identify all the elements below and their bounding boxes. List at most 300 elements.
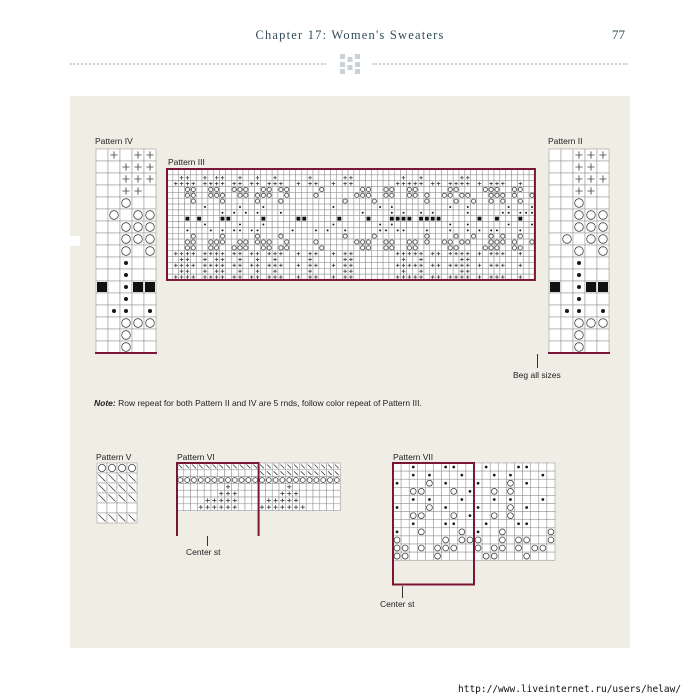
- chart-cell: [225, 497, 232, 504]
- chart-cell: [494, 210, 500, 216]
- beg-all-sizes-label: Beg all sizes: [513, 370, 561, 380]
- chart-cell: [425, 552, 433, 560]
- chart-cell: [506, 233, 512, 239]
- chart-cell: [238, 463, 245, 470]
- chart-cell: [506, 239, 512, 245]
- chart-cell: [531, 528, 539, 536]
- chart-cell: [179, 268, 185, 274]
- chart-cell: [313, 497, 320, 504]
- chart-cell: [466, 504, 474, 512]
- chart-cell: [424, 257, 430, 263]
- chart-cell: [336, 216, 342, 222]
- chart-cell: [447, 216, 453, 222]
- chart-cell: [430, 239, 436, 245]
- chart-cell: [307, 268, 313, 274]
- chart-cell: [523, 495, 531, 503]
- chart-cell: [243, 227, 249, 233]
- chart-cell: [173, 175, 179, 181]
- chart-cell: [498, 520, 506, 528]
- filled-symbol: [261, 217, 265, 221]
- chart-cell: [393, 552, 401, 560]
- chart-cell: [336, 192, 342, 198]
- chart-cell: [260, 257, 266, 263]
- chart-cell: [249, 175, 255, 181]
- chart-cell: [144, 257, 156, 269]
- chart-cell: [307, 181, 313, 187]
- chart-cell: [406, 175, 412, 181]
- chart-cell: [231, 497, 238, 504]
- chart-cell: [185, 245, 191, 251]
- chart-cell: [196, 198, 202, 204]
- chart-cell: [185, 181, 191, 187]
- chart-cell: [401, 233, 407, 239]
- chart-cell: [401, 471, 409, 479]
- chart-cell: [278, 222, 284, 228]
- chart-cell: [225, 483, 232, 490]
- chart-cell: [465, 204, 471, 210]
- chart-cell: [482, 181, 488, 187]
- chart-cell: [220, 187, 226, 193]
- chart-cell: [482, 257, 488, 263]
- chart-cell: [458, 520, 466, 528]
- chart-cell: [127, 483, 137, 493]
- chart-cell: [585, 149, 597, 161]
- chart-cell: [211, 470, 218, 477]
- chart-cell: [179, 198, 185, 204]
- chart-cell: [506, 552, 514, 560]
- chart-cell: [506, 262, 512, 268]
- chart-cell: [107, 483, 117, 493]
- chart-cell: [523, 520, 531, 528]
- chart-cell: [453, 227, 459, 233]
- chart-cell: [354, 239, 360, 245]
- chart-cell: [272, 251, 278, 257]
- chart-cell: [436, 268, 442, 274]
- chart-cell: [585, 209, 597, 221]
- chart-cell: [197, 470, 204, 477]
- chart-cell: [482, 216, 488, 222]
- chart-cell: [179, 204, 185, 210]
- chart-cell: [342, 239, 348, 245]
- chart-cell: [190, 204, 196, 210]
- chart-cell: [494, 192, 500, 198]
- chart-cell: [506, 487, 514, 495]
- dot-symbol: [469, 514, 472, 517]
- chart-cell: [406, 245, 412, 251]
- chart-cell: [450, 495, 458, 503]
- chart-cell: [295, 222, 301, 228]
- chart-cell: [377, 204, 383, 210]
- dot-symbol: [469, 490, 472, 493]
- chart-cell: [120, 149, 132, 161]
- chart-cell: [471, 233, 477, 239]
- chart-cell: [434, 463, 442, 471]
- chart-cell: [539, 479, 547, 487]
- chart-cell: [477, 257, 483, 263]
- chart-cell: [293, 477, 300, 484]
- chart-cell: [488, 262, 494, 268]
- chart-cell: [424, 175, 430, 181]
- chart-cell: [366, 204, 372, 210]
- chart-cell: [465, 257, 471, 263]
- pattern-iv-label: Pattern IV: [95, 136, 133, 146]
- chart-cell: [266, 198, 272, 204]
- chart-cell: [409, 463, 417, 471]
- filled-symbol: [226, 217, 230, 221]
- chart-cell: [465, 251, 471, 257]
- chart-cell: [465, 233, 471, 239]
- chart-cell: [389, 181, 395, 187]
- chart-cell: [144, 341, 156, 353]
- chart-cell: [196, 262, 202, 268]
- chart-cell: [573, 257, 585, 269]
- chart-cell: [453, 233, 459, 239]
- chart-cell: [417, 512, 425, 520]
- chart-cell: [360, 222, 366, 228]
- chart-cell: [412, 181, 418, 187]
- chart-cell: [184, 497, 191, 504]
- filled-symbol: [390, 217, 394, 221]
- chart-cell: [237, 216, 243, 222]
- filled-symbol: [419, 217, 423, 221]
- chart-cell: [354, 216, 360, 222]
- chart-cell: [547, 552, 555, 560]
- chart-cell: [325, 216, 331, 222]
- chart-cell: [442, 512, 450, 520]
- chart-cell: [425, 479, 433, 487]
- filled-symbol: [302, 217, 306, 221]
- chart-cell: [108, 257, 120, 269]
- chart-cell: [434, 520, 442, 528]
- chart-cell: [409, 536, 417, 544]
- chart-cell: [307, 204, 313, 210]
- chart-cell: [474, 487, 482, 495]
- chart-cell: [272, 262, 278, 268]
- dot-symbol: [508, 223, 510, 225]
- chart-cell: [214, 262, 220, 268]
- chart-cell: [418, 187, 424, 193]
- chart-cell: [417, 544, 425, 552]
- dot-symbol: [541, 498, 544, 501]
- chart-cell: [547, 528, 555, 536]
- chart-cell: [266, 210, 272, 216]
- chart-cell: [107, 503, 117, 513]
- chart-cell: [301, 204, 307, 210]
- chart-cell: [336, 233, 342, 239]
- chart-cell: [366, 192, 372, 198]
- chart-cell: [301, 175, 307, 181]
- chart-cell: [488, 187, 494, 193]
- chart-cell: [96, 341, 108, 353]
- chart-cell: [412, 262, 418, 268]
- chart-cell: [442, 504, 450, 512]
- chart-cell: [401, 204, 407, 210]
- chart-cell: [573, 269, 585, 281]
- chart-cell: [523, 552, 531, 560]
- chart-cell: [389, 239, 395, 245]
- chart-cell: [179, 210, 185, 216]
- chart-cell: [307, 187, 313, 193]
- chart-cell: [260, 268, 266, 274]
- chart-cell: [459, 245, 465, 251]
- chart-cell: [360, 210, 366, 216]
- chart-cell: [395, 251, 401, 257]
- chart-cell: [425, 544, 433, 552]
- chart-cell: [412, 204, 418, 210]
- chart-cell: [506, 227, 512, 233]
- chart-cell: [531, 495, 539, 503]
- filled-symbol: [367, 217, 371, 221]
- chart-cell: [179, 181, 185, 187]
- chart-cell: [173, 222, 179, 228]
- chart-cell: [389, 198, 395, 204]
- chart-cell: [498, 487, 506, 495]
- chart-cell: [561, 233, 573, 245]
- chart-cell: [144, 293, 156, 305]
- chart-cell: [190, 245, 196, 251]
- dot-symbol: [233, 229, 235, 231]
- chart-cell: [202, 251, 208, 257]
- dot-symbol: [385, 229, 387, 231]
- chart-cell: [173, 204, 179, 210]
- chart-cell: [320, 483, 327, 490]
- chart-cell: [474, 495, 482, 503]
- chart-cell: [458, 544, 466, 552]
- chart-cell: [561, 161, 573, 173]
- chart-cell: [336, 262, 342, 268]
- chart-cell: [220, 251, 226, 257]
- chart-cell: [453, 175, 459, 181]
- chart-cell: [465, 198, 471, 204]
- chart-cell: [366, 175, 372, 181]
- chart-cell: [231, 245, 237, 251]
- chart-cell: [214, 245, 220, 251]
- chart-cell: [301, 198, 307, 204]
- chart-cell: [313, 262, 319, 268]
- chart-cell: [395, 210, 401, 216]
- chart-cell: [293, 463, 300, 470]
- chart-cell: [425, 528, 433, 536]
- chart-cell: [120, 185, 132, 197]
- dot-symbol: [478, 229, 480, 231]
- dot-symbol: [412, 466, 415, 469]
- chart-cell: [517, 227, 523, 233]
- chart-cell: [597, 209, 609, 221]
- pattern-vi-label: Pattern VI: [177, 452, 215, 462]
- chart-cell: [272, 187, 278, 193]
- dot-symbol: [444, 466, 447, 469]
- chart-cell: [313, 210, 319, 216]
- chart-cell: [498, 552, 506, 560]
- chart-cell: [539, 463, 547, 471]
- chart-cell: [185, 192, 191, 198]
- chart-cell: [202, 192, 208, 198]
- chart-cell: [265, 490, 272, 497]
- chart-cell: [466, 512, 474, 520]
- chart-cell: [366, 222, 372, 228]
- chart-cell: [214, 187, 220, 193]
- chart-cell: [272, 257, 278, 263]
- chart-cell: [539, 552, 547, 560]
- chart-cell: [465, 245, 471, 251]
- chart-cell: [231, 477, 238, 484]
- dot-symbol: [221, 212, 223, 214]
- chart-cell: [333, 504, 340, 511]
- chart-cell: [366, 216, 372, 222]
- chart-cell: [179, 216, 185, 222]
- chart-cell: [450, 504, 458, 512]
- chart-cell: [231, 490, 238, 497]
- chart-cell: [447, 192, 453, 198]
- chart-cell: [278, 175, 284, 181]
- chart-cell: [325, 222, 331, 228]
- chart-cell: [366, 210, 372, 216]
- chart-cell: [523, 257, 529, 263]
- chart-cell: [260, 198, 266, 204]
- chart-cell: [471, 204, 477, 210]
- chart-cell: [597, 317, 609, 329]
- filled-symbol: [145, 282, 155, 292]
- chart-cell: [295, 257, 301, 263]
- chart-cell: [319, 262, 325, 268]
- chart-cell: [474, 520, 482, 528]
- chart-cell: [225, 257, 231, 263]
- chart-cell: [266, 216, 272, 222]
- chart-cell: [377, 233, 383, 239]
- chart-cell: [494, 198, 500, 204]
- chart-cell: [430, 187, 436, 193]
- chart-cell: [260, 175, 266, 181]
- chart-cell: [185, 233, 191, 239]
- chart-cell: [517, 222, 523, 228]
- chart-cell: [547, 487, 555, 495]
- chart-cell: [290, 192, 296, 198]
- chart-cell: [202, 175, 208, 181]
- chart-cell: [307, 227, 313, 233]
- chart-cell: [517, 175, 523, 181]
- chart-cell: [406, 227, 412, 233]
- chart-cell: [208, 204, 214, 210]
- chart-cell: [225, 227, 231, 233]
- chart-cell: [237, 262, 243, 268]
- chart-cell: [409, 512, 417, 520]
- chart-cell: [465, 175, 471, 181]
- dot-symbol: [531, 223, 533, 225]
- chart-cell: [249, 181, 255, 187]
- chart-cell: [348, 222, 354, 228]
- chart-cell: [383, 216, 389, 222]
- chart-cell: [301, 216, 307, 222]
- chart-cell: [211, 483, 218, 490]
- dot-symbol: [315, 229, 317, 231]
- chart-cell: [377, 216, 383, 222]
- chart-cell: [327, 477, 334, 484]
- chart-cell: [220, 198, 226, 204]
- chart-cell: [371, 181, 377, 187]
- filled-symbol: [221, 217, 225, 221]
- chart-cell: [265, 483, 272, 490]
- chart-cell: [313, 204, 319, 210]
- dot-symbol: [449, 229, 451, 231]
- chart-cell: [389, 233, 395, 239]
- chart-cell: [447, 268, 453, 274]
- chart-cell: [173, 239, 179, 245]
- chart-cell: [190, 198, 196, 204]
- dot-symbol: [509, 498, 512, 501]
- chart-cell: [144, 269, 156, 281]
- chart-cell: [430, 210, 436, 216]
- chart-cell: [211, 463, 218, 470]
- chart-cell: [237, 268, 243, 274]
- chart-cell: [383, 245, 389, 251]
- chart-cell: [249, 239, 255, 245]
- chart-cell: [278, 204, 284, 210]
- chart-cell: [561, 149, 573, 161]
- chart-cell: [441, 257, 447, 263]
- chart-cell: [333, 463, 340, 470]
- chart-cell: [549, 197, 561, 209]
- chart-cell: [313, 251, 319, 257]
- chart-cell: [237, 210, 243, 216]
- chart-cell: [406, 187, 412, 193]
- chart-cell: [284, 204, 290, 210]
- chart-cell: [293, 490, 300, 497]
- chart-cell: [573, 149, 585, 161]
- chart-cell: [371, 251, 377, 257]
- pattern-vi-center-label: Center st: [186, 547, 221, 557]
- chart-cell: [279, 504, 286, 511]
- chart-cell: [331, 227, 337, 233]
- chart-cell: [393, 528, 401, 536]
- chart-cell: [185, 239, 191, 245]
- chart-cell: [406, 251, 412, 257]
- chart-cell: [96, 221, 108, 233]
- chart-cell: [191, 477, 198, 484]
- chart-cell: [208, 227, 214, 233]
- chart-cell: [307, 216, 313, 222]
- chart-cell: [417, 528, 425, 536]
- chart-cell: [371, 192, 377, 198]
- chart-cell: [597, 245, 609, 257]
- chart-cell: [488, 175, 494, 181]
- chart-cell: [301, 262, 307, 268]
- chart-cell: [220, 245, 226, 251]
- chart-cell: [573, 173, 585, 185]
- chart-cell: [272, 490, 279, 497]
- chart-cell: [531, 544, 539, 552]
- filled-symbol: [495, 217, 499, 221]
- chart-cell: [214, 251, 220, 257]
- chart-cell: [515, 536, 523, 544]
- chart-cell: [459, 216, 465, 222]
- chart-cell: [371, 268, 377, 274]
- chart-cell: [471, 175, 477, 181]
- chart-cell: [466, 463, 474, 471]
- chart-cell: [371, 257, 377, 263]
- chart-cell: [197, 477, 204, 484]
- chart-cell: [401, 479, 409, 487]
- chart-cell: [284, 216, 290, 222]
- chart-cell: [441, 222, 447, 228]
- chart-cell: [202, 262, 208, 268]
- chart-cell: [450, 552, 458, 560]
- chart-cell: [401, 520, 409, 528]
- chart-cell: [266, 222, 272, 228]
- chart-cell: [371, 187, 377, 193]
- chart-cell: [383, 227, 389, 233]
- chart-cell: [424, 262, 430, 268]
- chart-cell: [597, 329, 609, 341]
